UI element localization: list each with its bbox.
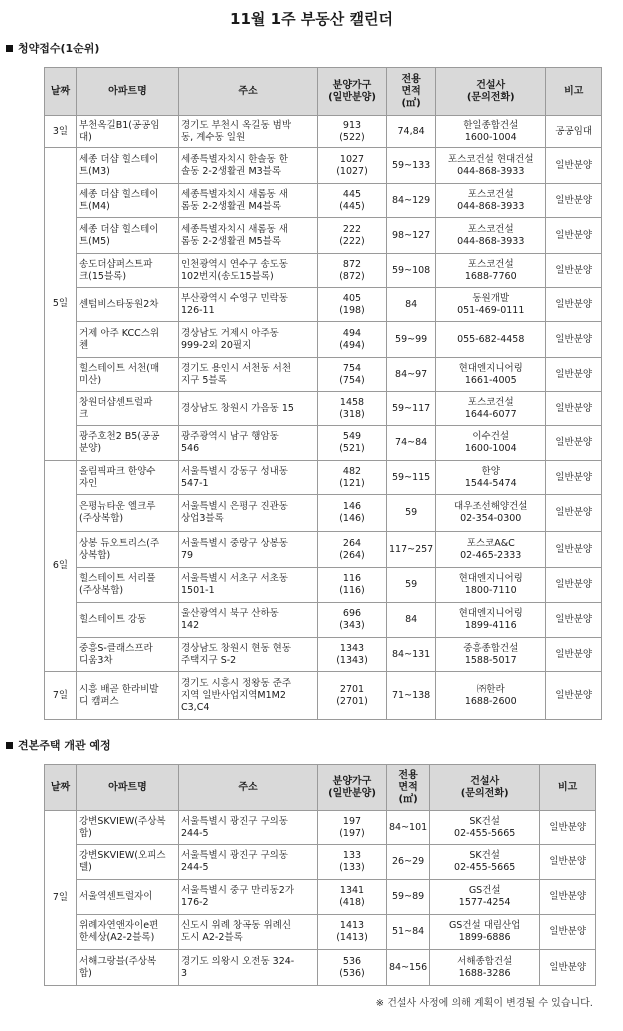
address-cell: 서울특별시 서초구 서초동 1501-1 (179, 568, 318, 603)
area-cell: 117~257 (387, 532, 436, 568)
header-apartment: 아파트명 (77, 68, 179, 116)
apartment-name-cell: 힐스테이트 강동 (77, 603, 179, 638)
apartment-name-cell: 강변SKVIEW(오피스 텔) (77, 845, 179, 880)
table-row (45, 116, 602, 148)
note-cell: 일반분양 (546, 322, 602, 358)
address-cell: 경상남도 거제시 아주동 999-2외 20필지 (179, 322, 318, 358)
units-cell: 1341 (418) (318, 880, 387, 915)
builder-cell: 현대엔지니어링 1800-7110 (436, 568, 546, 603)
square-bullet-icon (6, 742, 13, 749)
note-cell: 일반분양 (546, 184, 602, 218)
apartment-name-cell: 위례자연앤자이e편 한세상(A2-2블록) (77, 915, 179, 950)
builder-cell: 포스코건설 044-868-3933 (436, 218, 546, 254)
area-cell: 26~29 (387, 845, 430, 880)
area-cell: 84~131 (387, 638, 436, 672)
note-cell: 일반분양 (546, 461, 602, 495)
table-row (45, 218, 602, 254)
builder-cell: 포스코건설 044-868-3933 (436, 184, 546, 218)
units-cell: 696 (343) (318, 603, 387, 638)
note-cell: 일반분양 (540, 811, 596, 845)
address-cell: 경상남도 창원시 현동 현동 주택지구 S-2 (179, 638, 318, 672)
apartment-name-cell: 중흥S-클래스프라 디움3차 (77, 638, 179, 672)
note-cell: 일반분양 (546, 603, 602, 638)
builder-cell: 중흥종합건설 1588-5017 (436, 638, 546, 672)
note-cell: 일반분양 (540, 950, 596, 986)
area-cell: 74,84 (387, 116, 436, 148)
area-cell: 59 (387, 495, 436, 532)
table-row (45, 915, 596, 950)
table-row (45, 392, 602, 426)
area-cell: 59~117 (387, 392, 436, 426)
table-row (45, 950, 596, 986)
note-cell: 일반분양 (546, 288, 602, 322)
date-cell: 7일 (45, 811, 77, 986)
area-cell: 59~115 (387, 461, 436, 495)
apartment-name-cell: 창원더샵센트럴파 크 (77, 392, 179, 426)
builder-cell: 대우조선해양건설 02-354-0300 (436, 495, 546, 532)
builder-cell: 동원개발 051-469-0111 (436, 288, 546, 322)
apartment-name-cell: 서해그랑블(주상복 합) (77, 950, 179, 986)
address-cell: 경기도 시흥시 정왕동 준주 지역 일반사업지역M1M2 C3,C4 (179, 672, 318, 720)
units-cell: 2701 (2701) (318, 672, 387, 720)
address-cell: 서울특별시 광진구 구의동 244-5 (179, 811, 318, 845)
header-units: 분양가구 (일반분양) (318, 765, 387, 811)
note-cell: 일반분양 (540, 915, 596, 950)
note-cell: 일반분양 (546, 532, 602, 568)
builder-cell: 현대엔지니어링 1899-4116 (436, 603, 546, 638)
units-cell: 872 (872) (318, 254, 387, 288)
units-cell: 913 (522) (318, 116, 387, 148)
note-cell: 일반분양 (546, 568, 602, 603)
area-cell: 84 (387, 603, 436, 638)
units-cell: 549 (521) (318, 426, 387, 461)
header-area: 전용 면적 (㎡) (387, 765, 430, 811)
table-row (45, 495, 602, 532)
area-cell: 84~97 (387, 358, 436, 392)
address-cell: 신도시 위례 창곡동 위례신 도시 A2-2블록 (179, 915, 318, 950)
header-note: 비고 (540, 765, 596, 811)
apartment-name-cell: 부천옥길B1(공공임 대) (77, 116, 179, 148)
builder-cell: GS건설 1577-4254 (430, 880, 540, 915)
units-cell: 1458 (318) (318, 392, 387, 426)
area-cell: 59 (387, 568, 436, 603)
builder-cell: 한일종합건설 1600-1004 (436, 116, 546, 148)
address-cell: 경기도 부천시 옥길동 범박 동, 계수동 일원 (179, 116, 318, 148)
area-cell: 74~84 (387, 426, 436, 461)
builder-cell: ㈜한라 1688-2600 (436, 672, 546, 720)
header-date: 날짜 (45, 765, 77, 811)
header-builder: 건설사 (문의전화) (436, 68, 546, 116)
apartment-name-cell: 광주호천2 B5(공공 분양) (77, 426, 179, 461)
header-address: 주소 (179, 68, 318, 116)
note-cell: 일반분양 (540, 880, 596, 915)
area-cell: 84~101 (387, 811, 430, 845)
table-row (45, 880, 596, 915)
table-row (45, 148, 602, 184)
area-cell: 51~84 (387, 915, 430, 950)
area-cell: 84~129 (387, 184, 436, 218)
header-area: 전용 면적 (㎡) (387, 68, 436, 116)
apartment-name-cell: 세종 더샵 힐스테이 트(M4) (77, 184, 179, 218)
table-row (45, 322, 602, 358)
table-row (45, 358, 602, 392)
builder-cell: 포스코건설 현대건설 044-868-3933 (436, 148, 546, 184)
note-cell: 공공임대 (546, 116, 602, 148)
units-cell: 264 (264) (318, 532, 387, 568)
table-row (45, 638, 602, 672)
builder-cell: 055-682-4458 (436, 322, 546, 358)
address-cell: 서울특별시 중구 만리동2가 176-2 (179, 880, 318, 915)
header-address: 주소 (179, 765, 318, 811)
apartment-name-cell: 강변SKVIEW(주상복 합) (77, 811, 179, 845)
address-cell: 부산광역시 수영구 민락동 126-11 (179, 288, 318, 322)
header-note: 비고 (546, 68, 602, 116)
note-cell: 일반분양 (546, 638, 602, 672)
builder-cell: 포스코A&C 02-465-2333 (436, 532, 546, 568)
units-cell: 494 (494) (318, 322, 387, 358)
units-cell: 445 (445) (318, 184, 387, 218)
units-cell: 146 (146) (318, 495, 387, 532)
header-apartment: 아파트명 (77, 765, 179, 811)
apartment-name-cell: 세종 더샵 힐스테이 트(M5) (77, 218, 179, 254)
units-cell: 482 (121) (318, 461, 387, 495)
apartment-name-cell: 상봉 듀오트리스(주 상복합) (77, 532, 179, 568)
note-cell: 일반분양 (546, 254, 602, 288)
table-row (45, 288, 602, 322)
section-heading-model-house (6, 737, 111, 753)
table-row (45, 603, 602, 638)
page-title: 11월 1주 부동산 캘린더 (230, 10, 393, 28)
table-row (45, 184, 602, 218)
builder-cell: 서해종합건설 1688-3286 (430, 950, 540, 986)
area-cell: 84 (387, 288, 436, 322)
address-cell: 세종특별자치시 한솔동 한 솔동 2-2생활권 M3블록 (179, 148, 318, 184)
section-heading-label: 견본주택 개관 예정 (18, 739, 111, 752)
builder-cell: GS건설 대림산업 1899-6886 (430, 915, 540, 950)
apartment-name-cell: 올림픽파크 한양수 자인 (77, 461, 179, 495)
units-cell: 222 (222) (318, 218, 387, 254)
builder-cell: 이수건설 1600-1004 (436, 426, 546, 461)
address-cell: 경기도 의왕시 오전동 324- 3 (179, 950, 318, 986)
square-bullet-icon (6, 45, 13, 52)
address-cell: 세종특별자치시 새롬동 새 롬동 2-2생활권 M4블록 (179, 184, 318, 218)
units-cell: 1027 (1027) (318, 148, 387, 184)
units-cell: 754 (754) (318, 358, 387, 392)
note-cell: 일반분양 (546, 672, 602, 720)
table-row (45, 254, 602, 288)
date-cell: 7일 (45, 672, 77, 720)
note-cell: 일반분양 (546, 426, 602, 461)
note-cell: 일반분양 (546, 392, 602, 426)
note-cell: 일반분양 (546, 358, 602, 392)
apartment-name-cell: 힐스테이트 서천(매 미산) (77, 358, 179, 392)
builder-cell: SK건설 02-455-5665 (430, 811, 540, 845)
area-cell: 98~127 (387, 218, 436, 254)
builder-cell: 현대엔지니어링 1661-4005 (436, 358, 546, 392)
apartment-name-cell: 송도더샵퍼스트파 크(15블록) (77, 254, 179, 288)
apartment-name-cell: 힐스테이트 서리풀 (주상복합) (77, 568, 179, 603)
table-row (45, 426, 602, 461)
address-cell: 경상남도 창원시 가음동 15 (179, 392, 318, 426)
table-row (45, 811, 596, 845)
address-cell: 서울특별시 중랑구 상봉동 79 (179, 532, 318, 568)
table-header-row (45, 765, 596, 811)
note-cell: 일반분양 (546, 148, 602, 184)
address-cell: 인천광역시 연수구 송도동 102번지(송도15블록) (179, 254, 318, 288)
area-cell: 59~89 (387, 880, 430, 915)
area-cell: 59~133 (387, 148, 436, 184)
header-builder: 건설사 (문의전화) (430, 765, 540, 811)
note-cell: 일반분양 (546, 218, 602, 254)
apartment-name-cell: 서울역센트럴자이 (77, 880, 179, 915)
area-cell: 59~108 (387, 254, 436, 288)
table-row (45, 845, 596, 880)
area-cell: 84~156 (387, 950, 430, 986)
section-heading-label: 청약접수(1순위) (18, 42, 100, 55)
units-cell: 116 (116) (318, 568, 387, 603)
apartment-name-cell: 거제 아주 KCC스위 첸 (77, 322, 179, 358)
apartment-name-cell: 은평뉴타운 엘크루 (주상복합) (77, 495, 179, 532)
apartment-name-cell: 세종 더샵 힐스테이 트(M3) (77, 148, 179, 184)
section-heading-subscription (6, 40, 99, 56)
units-cell: 133 (133) (318, 845, 387, 880)
area-cell: 71~138 (387, 672, 436, 720)
table-row (45, 568, 602, 603)
units-cell: 1343 (1343) (318, 638, 387, 672)
units-cell: 197 (197) (318, 811, 387, 845)
table-row (45, 532, 602, 568)
note-cell: 일반분양 (546, 495, 602, 532)
header-date: 날짜 (45, 68, 77, 116)
units-cell: 405 (198) (318, 288, 387, 322)
address-cell: 서울특별시 광진구 구의동 244-5 (179, 845, 318, 880)
address-cell: 울산광역시 북구 산하동 142 (179, 603, 318, 638)
apartment-name-cell: 센텀비스타동원2차 (77, 288, 179, 322)
table-row (45, 461, 602, 495)
address-cell: 광주광역시 남구 행암동 546 (179, 426, 318, 461)
table-header-row (45, 68, 602, 116)
footnote: ※ 건설사 사정에 의해 계획이 변경될 수 있습니다. (375, 998, 593, 1009)
builder-cell: 포스코건설 1644-6077 (436, 392, 546, 426)
address-cell: 경기도 용인시 서천동 서천 지구 5블록 (179, 358, 318, 392)
header-units: 분양가구 (일반분양) (318, 68, 387, 116)
builder-cell: 한양 1544-5474 (436, 461, 546, 495)
units-cell: 536 (536) (318, 950, 387, 986)
builder-cell: 포스코건설 1688-7760 (436, 254, 546, 288)
apartment-name-cell: 시흥 배곧 한라비발 디 캠퍼스 (77, 672, 179, 720)
address-cell: 서울특별시 강동구 성내동 547-1 (179, 461, 318, 495)
address-cell: 서울특별시 은평구 진관동 상업3블록 (179, 495, 318, 532)
date-cell: 5일 (45, 148, 77, 461)
subscription-table (44, 67, 602, 720)
model-house-table (44, 764, 596, 986)
date-cell: 3일 (45, 116, 77, 148)
area-cell: 59~99 (387, 322, 436, 358)
table-row (45, 672, 602, 720)
builder-cell: SK건설 02-455-5665 (430, 845, 540, 880)
date-cell: 6일 (45, 461, 77, 672)
units-cell: 1413 (1413) (318, 915, 387, 950)
note-cell: 일반분양 (540, 845, 596, 880)
address-cell: 세종특별자치시 새롬동 새 롬동 2-2생활권 M5블록 (179, 218, 318, 254)
